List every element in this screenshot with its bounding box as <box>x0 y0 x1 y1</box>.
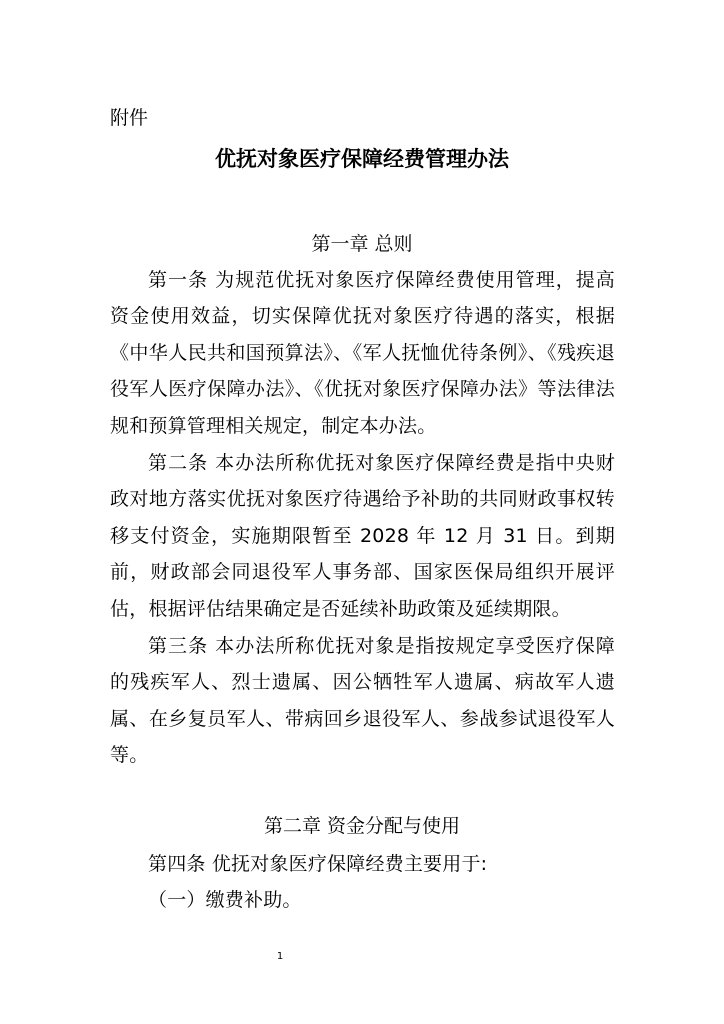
list-item: （一）缴费补助。 <box>148 889 302 911</box>
attachment-label: 附件 <box>110 107 149 129</box>
article-paragraph: 第三条 本办法所称优抚对象是指按规定享受医疗保障的残疾军人、烈士遗属、因公牺牲军人遗属、病故军人遗属、在乡复员军人、带病回乡退役军人、参战参试退役军人等。 <box>110 635 615 767</box>
chapter-heading: 第二章 资金分配与使用 <box>263 815 461 837</box>
article-paragraph: 第一条 为规范优抚对象医疗保障经费使用管理，提高资金使用效益，切实保障优抚对象医疗待遇的落实，根据《中华人民共和国预算法》、《军人抚恤优待条例》、《残疾退役军人医疗保障办法》、《优抚对象医疗保障办法》等法律法规和预算管理相关规定，制定本办法。 <box>110 269 615 437</box>
chapter-heading: 第一章 总则 <box>311 233 413 255</box>
article-paragraph: 第二条 本办法所称优抚对象医疗保障经费是指中央财政对地方落实优抚对象医疗待遇给予补助的共同财政事权转移支付资金，实施期限暂至 2028 年 12 月 31 日。到期前，财政部会同退役军人事务部、国家医保局组织开展评估，根据评估结果确定是否延续补助政策及延续期限。 <box>110 452 615 620</box>
document-title: 优抚对象医疗保障经费管理办法 <box>215 147 509 171</box>
article-paragraph: 第四条 优抚对象医疗保障经费主要用于: <box>148 853 488 875</box>
page-number: 1 <box>276 951 284 962</box>
